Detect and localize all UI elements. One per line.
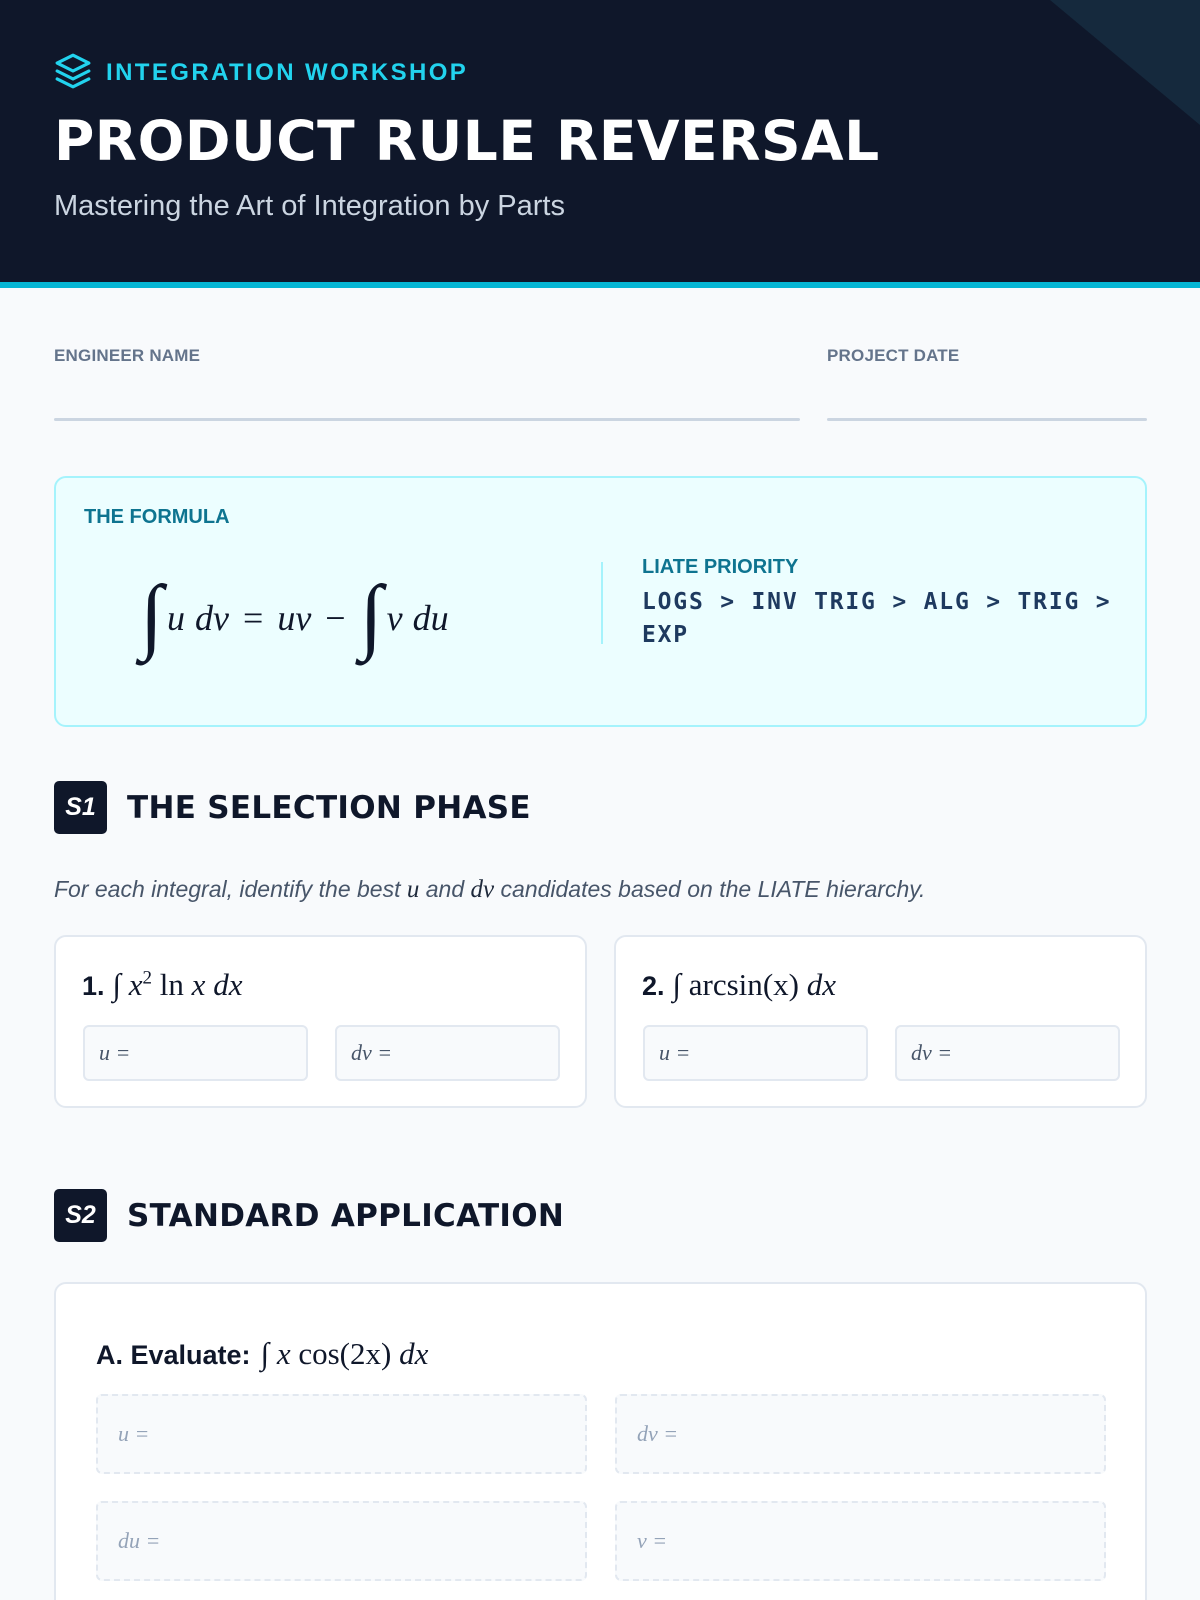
formula-v: v xyxy=(386,598,403,638)
section-2-title: STANDARD APPLICATION xyxy=(127,1197,565,1234)
section-1-title: THE SELECTION PHASE xyxy=(127,789,531,826)
liate-priority: LOGS > INV TRIG > ALG > TRIG > EXP xyxy=(642,589,1112,648)
formula-uv: uv xyxy=(277,598,312,638)
problem-1-u-input[interactable]: u = xyxy=(83,1025,308,1081)
project-date-line[interactable] xyxy=(827,418,1147,421)
engineer-name-line[interactable] xyxy=(54,418,800,421)
integral-sign: ∫ xyxy=(140,569,164,662)
section-2-header xyxy=(54,1189,564,1242)
project-date-label: PROJECT DATE xyxy=(827,346,960,365)
section-2-badge: S2 xyxy=(54,1189,107,1242)
project-date-field xyxy=(827,346,959,366)
formula-divider xyxy=(601,562,603,644)
liate-label: LIATE PRIORITY xyxy=(642,556,799,578)
layers-icon xyxy=(54,52,92,95)
page-subtitle: Mastering the Art of Integration by Parts xyxy=(54,190,565,222)
engineer-name-field xyxy=(54,346,200,366)
application-du-input[interactable]: du = xyxy=(96,1501,587,1581)
header-corner-decoration xyxy=(1050,0,1200,125)
application-v-input[interactable]: v = xyxy=(615,1501,1106,1581)
problem-2-dv-input[interactable]: dv = xyxy=(895,1025,1120,1081)
problem-card-2 xyxy=(614,935,1147,1108)
problem-card-1 xyxy=(54,935,587,1108)
problem-number: 1. xyxy=(82,971,105,1001)
formula-label: THE FORMULA xyxy=(84,506,230,528)
section-1-header xyxy=(54,781,531,834)
application-problem: A. Evaluate: ∫ x cos(2x) dx xyxy=(96,1336,429,1371)
problem-1-dv-input[interactable]: dv = xyxy=(335,1025,560,1081)
formula-box xyxy=(54,476,1147,727)
integral-sign: ∫ xyxy=(359,569,383,662)
page-title: PRODUCT RULE REVERSAL xyxy=(54,109,880,173)
problem-1-statement: 1. ∫ $x^2$ ln x dx xyxy=(82,967,243,1002)
problem-2-u-input[interactable]: u = xyxy=(643,1025,868,1081)
brand-label: INTEGRATION WORKSHOP xyxy=(106,59,469,86)
engineer-name-label: ENGINEER NAME xyxy=(54,346,201,365)
formula-equation xyxy=(140,566,449,670)
application-u-input[interactable]: u = xyxy=(96,1394,587,1474)
problem-2-statement: 2. ∫ arcsin(x) dx xyxy=(642,967,836,1002)
application-dv-input[interactable]: dv = xyxy=(615,1394,1106,1474)
formula-dv: dv xyxy=(195,598,229,638)
formula-u: u xyxy=(167,598,186,638)
formula-du: du xyxy=(412,598,449,638)
section-1-badge: S1 xyxy=(54,781,107,834)
formula-equals: = xyxy=(243,598,264,638)
brand xyxy=(54,54,468,92)
problem-number: 2. xyxy=(642,971,665,1001)
formula-minus: − xyxy=(325,598,346,638)
application-card xyxy=(54,1282,1147,1600)
worksheet-header xyxy=(0,0,1200,288)
section-1-instruction: For each integral, identify the best u and dv candidates based on the LIATE hierarchy. xyxy=(54,876,926,903)
